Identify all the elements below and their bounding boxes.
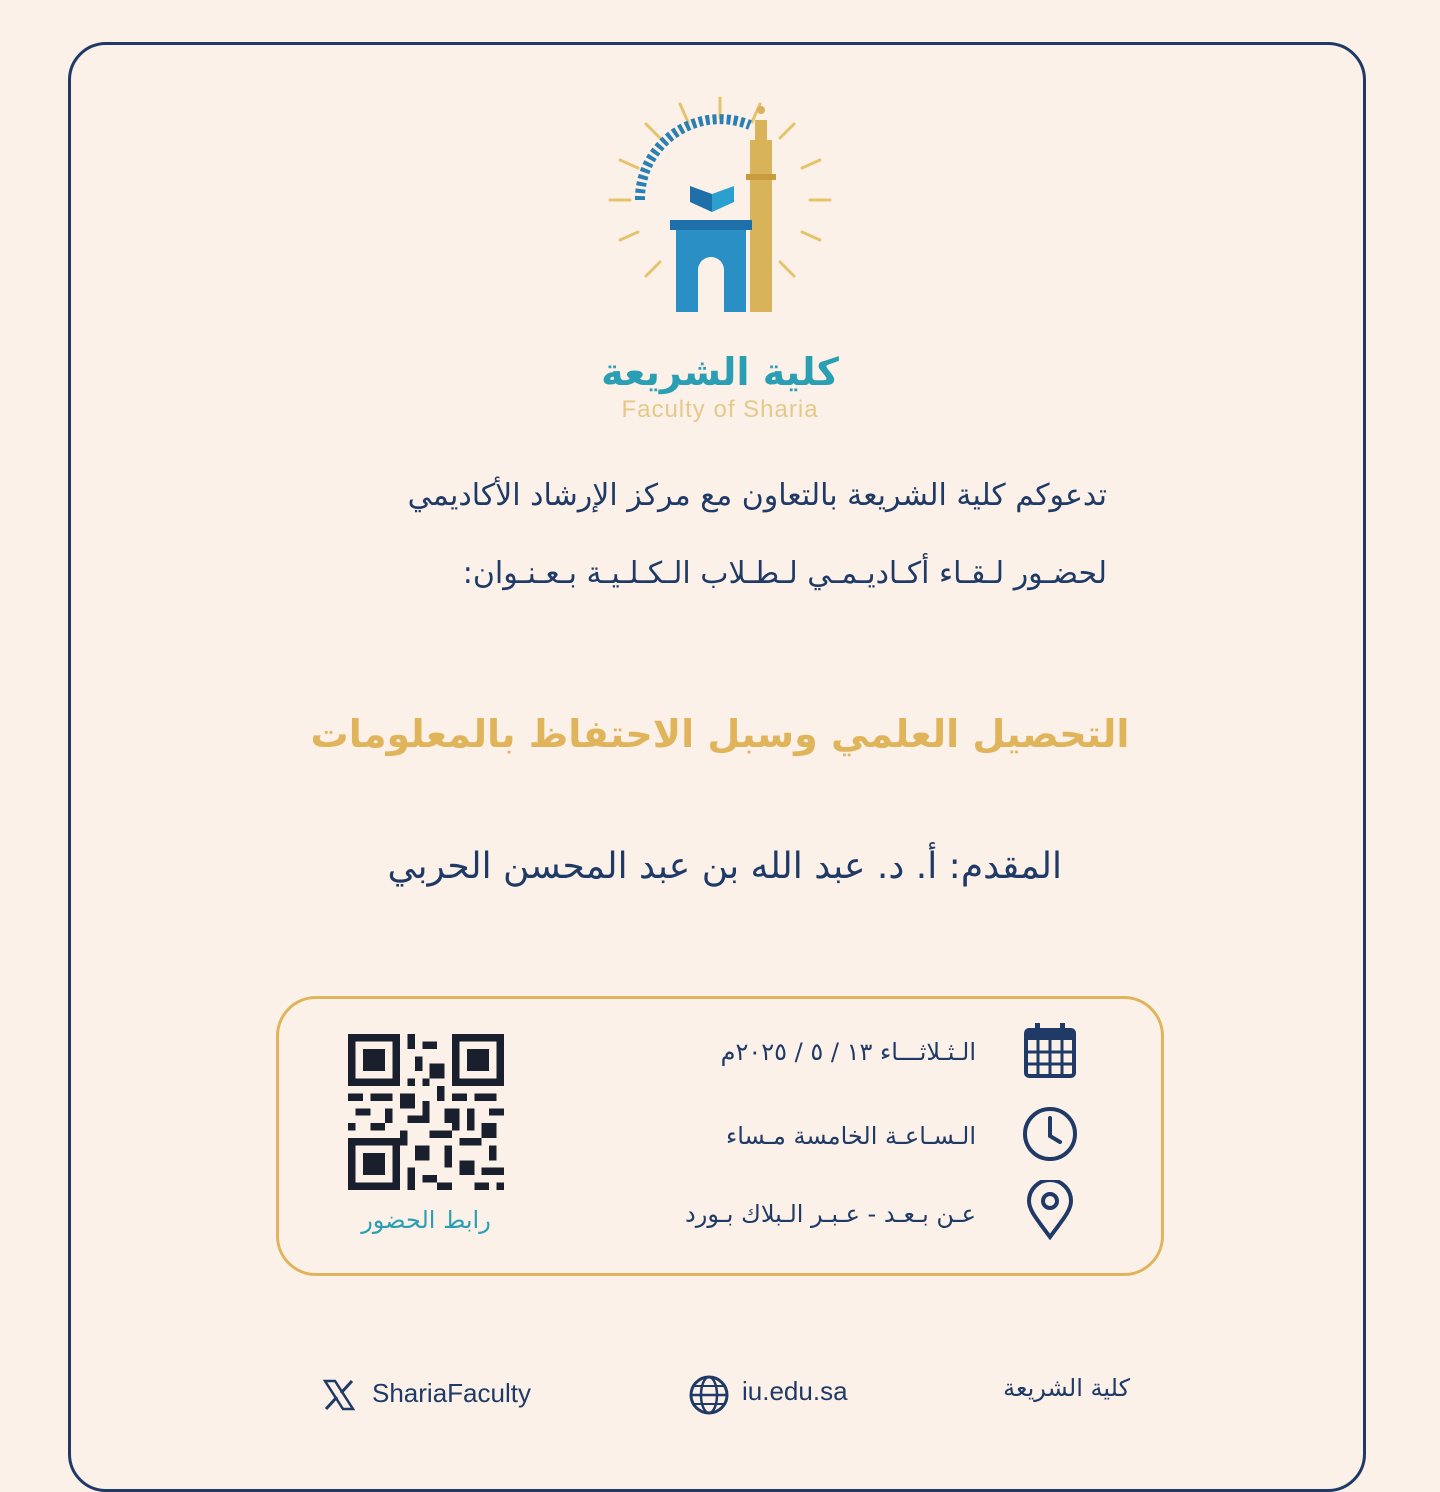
clock-icon <box>1020 1104 1080 1164</box>
presenter-name: المقدم: أ. د. عبد الله بن عبد المحسن الحربي <box>387 846 1062 887</box>
website-url[interactable]: iu.edu.sa <box>742 1376 848 1406</box>
globe-icon <box>688 1374 730 1416</box>
twitter-handle[interactable]: ShariaFaculty <box>372 1378 531 1408</box>
location-pin-icon <box>1020 1180 1080 1240</box>
invitation-line-2: لحضـور لـقـاء أكـاديـمـي لـطـلاب الـكـلـيـة بـعـنـوان: <box>462 556 1107 591</box>
x-twitter-icon <box>322 1378 356 1412</box>
qr-code[interactable] <box>348 1034 504 1190</box>
college-name-english: Faculty of Sharia <box>621 396 819 423</box>
event-title: التحصيل العلمي وسبل الاحتفاظ بالمعلومات <box>310 712 1130 756</box>
attendance-link-label[interactable]: رابط الحضور <box>361 1206 491 1234</box>
event-time: الـسـاعـة الخامسة مـساء <box>725 1122 976 1150</box>
footer-college-name: كلية الشريعة <box>1003 1374 1130 1402</box>
calendar-icon <box>1020 1020 1080 1080</box>
college-name-arabic: كلية الشريعة <box>601 350 839 394</box>
event-date: الـثـلاثـــاء ١٣ / ٥ / ٢٠٢٥م <box>720 1038 976 1066</box>
event-location: عـن بـعـد - عـبـر الـبلاك بـورد <box>685 1200 976 1228</box>
invitation-line-1: تدعوكم كلية الشريعة بالتعاون مع مركز الإرشاد الأكاديمي <box>407 478 1107 513</box>
university-logo <box>600 90 840 320</box>
